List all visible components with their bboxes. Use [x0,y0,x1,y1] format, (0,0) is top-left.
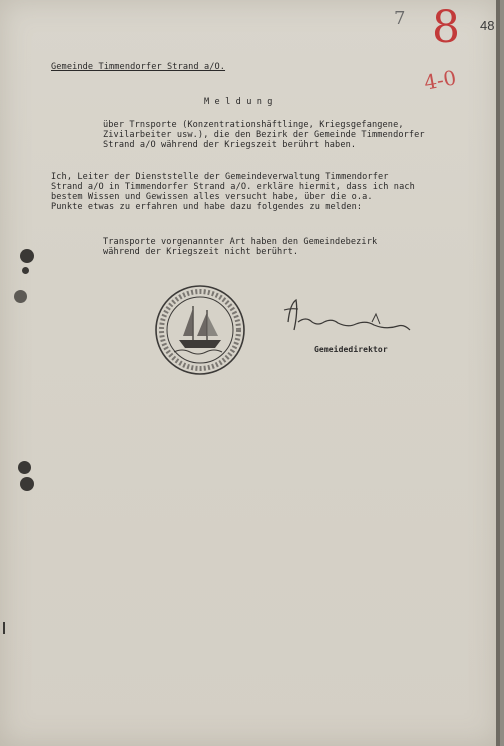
statement-line: Transporte vorgenannter Art haben den Gemeindebezirk [103,237,378,247]
margin-mark [3,622,5,634]
red-folio-mark: 8 [432,2,460,53]
page-edge [496,0,500,746]
punch-hole [18,461,31,474]
municipality-header: Gemeinde Timmendorfer Strand a/O. [51,62,226,72]
red-margin-mark: 4-0 [422,65,459,95]
punch-hole [20,477,34,491]
declaration-line: Ich, Leiter der Dienststelle der Gemeindeverwaltung Timmendorfer [51,172,389,182]
handwritten-signature [276,292,416,342]
pencil-archive-mark: 7 [394,8,406,29]
declaration-line: Strand a/O in Timmendorfer Strand a/O. erkläre hiermit, dass ich nach [51,182,415,192]
official-seal [152,282,248,378]
document-title: M e l d u n g [204,97,273,107]
subtitle-line: über Trnsporte (Konzentrationshäftlinge, Kriegsgefangene, [103,120,404,130]
declaration-line: Punkte etwas zu erfahren und habe dazu folgendes zu melden: [51,202,363,212]
subtitle-line: Zivilarbeiter usw.), die den Bezirk der Gemeinde Timmendorfer [103,130,425,140]
page-number: 48 [480,18,495,33]
punch-hole [22,267,29,274]
punch-hole [20,249,34,263]
subtitle-line: Strand a/O während der Kriegszeit berührt haben. [103,140,357,150]
declaration-line: bestem Wissen und Gewissen alles versucht habe, über die o.a. [51,192,373,202]
signature-title: Gemeidedirektor [314,345,388,354]
statement-line: während der Kriegszeit nicht berührt. [103,247,299,257]
punch-hole [14,290,27,303]
